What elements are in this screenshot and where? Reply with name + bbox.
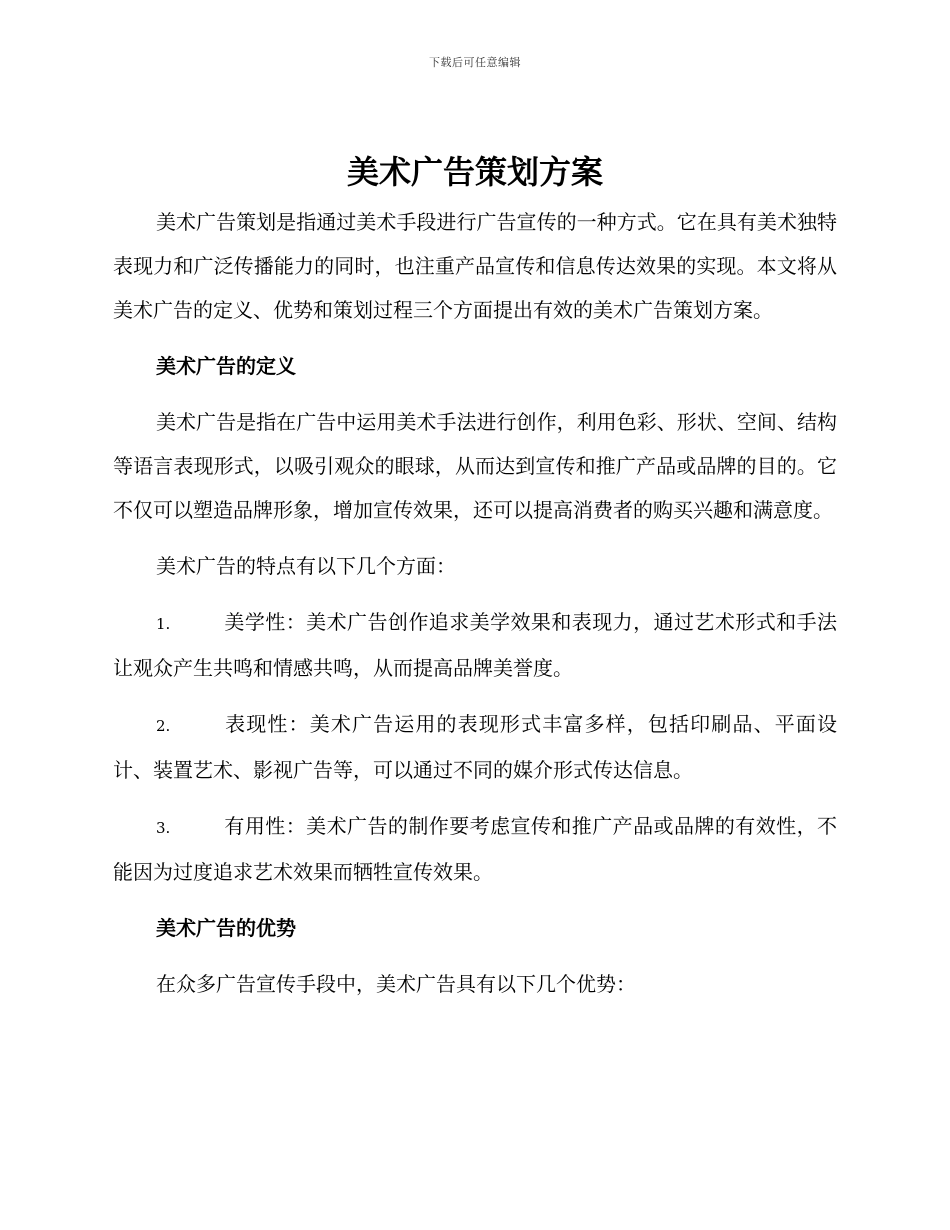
intro-paragraph: 美术广告策划是指通过美术手段进行广告宣传的一种方式。它在具有美术独特表现力和广泛传播能力的同时，也注重产品宣传和信息传达效果的实现。本文将从美术广告的定义、优势和策划过程三个方面提出有效的美术广告策划方案。: [113, 210, 837, 322]
advantages-intro-paragraph: 在众多广告宣传手段中，美术广告具有以下几个优势：: [156, 972, 636, 996]
list-item: [113, 600, 837, 690]
list-item-text: 表现性：美术广告运用的表现形式丰富多样，包括印刷品、平面设计、装置艺术、影视广告等，可以通过不同的媒介形式传达信息。: [113, 712, 837, 782]
header-note: 下载后可任意编辑: [429, 56, 521, 69]
section-heading-definition: 美术广告的定义: [156, 354, 296, 378]
list-number: 2.: [156, 717, 171, 735]
list-number: 3.: [156, 819, 171, 837]
document-body: [113, 200, 837, 1018]
list-item-text: 有用性：美术广告的制作要考虑宣传和推广产品或品牌的有效性，不能因为过度追求艺术效果而牺牲宣传效果。: [113, 814, 837, 884]
document-title: 美术广告策划方案: [346, 153, 603, 191]
features-intro-paragraph: 美术广告的特点有以下几个方面：: [156, 554, 456, 578]
list-item: [113, 702, 837, 792]
section-heading-advantages: 美术广告的优势: [156, 916, 296, 940]
list-item-text: 美学性：美术广告创作追求美学效果和表现力，通过艺术形式和手法让观众产生共鸣和情感共鸣，从而提高品牌美誉度。: [113, 610, 837, 680]
list-number: 1.: [156, 615, 171, 633]
list-item: [113, 804, 837, 894]
definition-paragraph: 美术广告是指在广告中运用美术手法进行创作，利用色彩、形状、空间、结构等语言表现形式，以吸引观众的眼球，从而达到宣传和推广产品或品牌的目的。它不仅可以塑造品牌形象，增加宣传效果，还可以提高消费者的购买兴趣和满意度。: [113, 410, 837, 522]
